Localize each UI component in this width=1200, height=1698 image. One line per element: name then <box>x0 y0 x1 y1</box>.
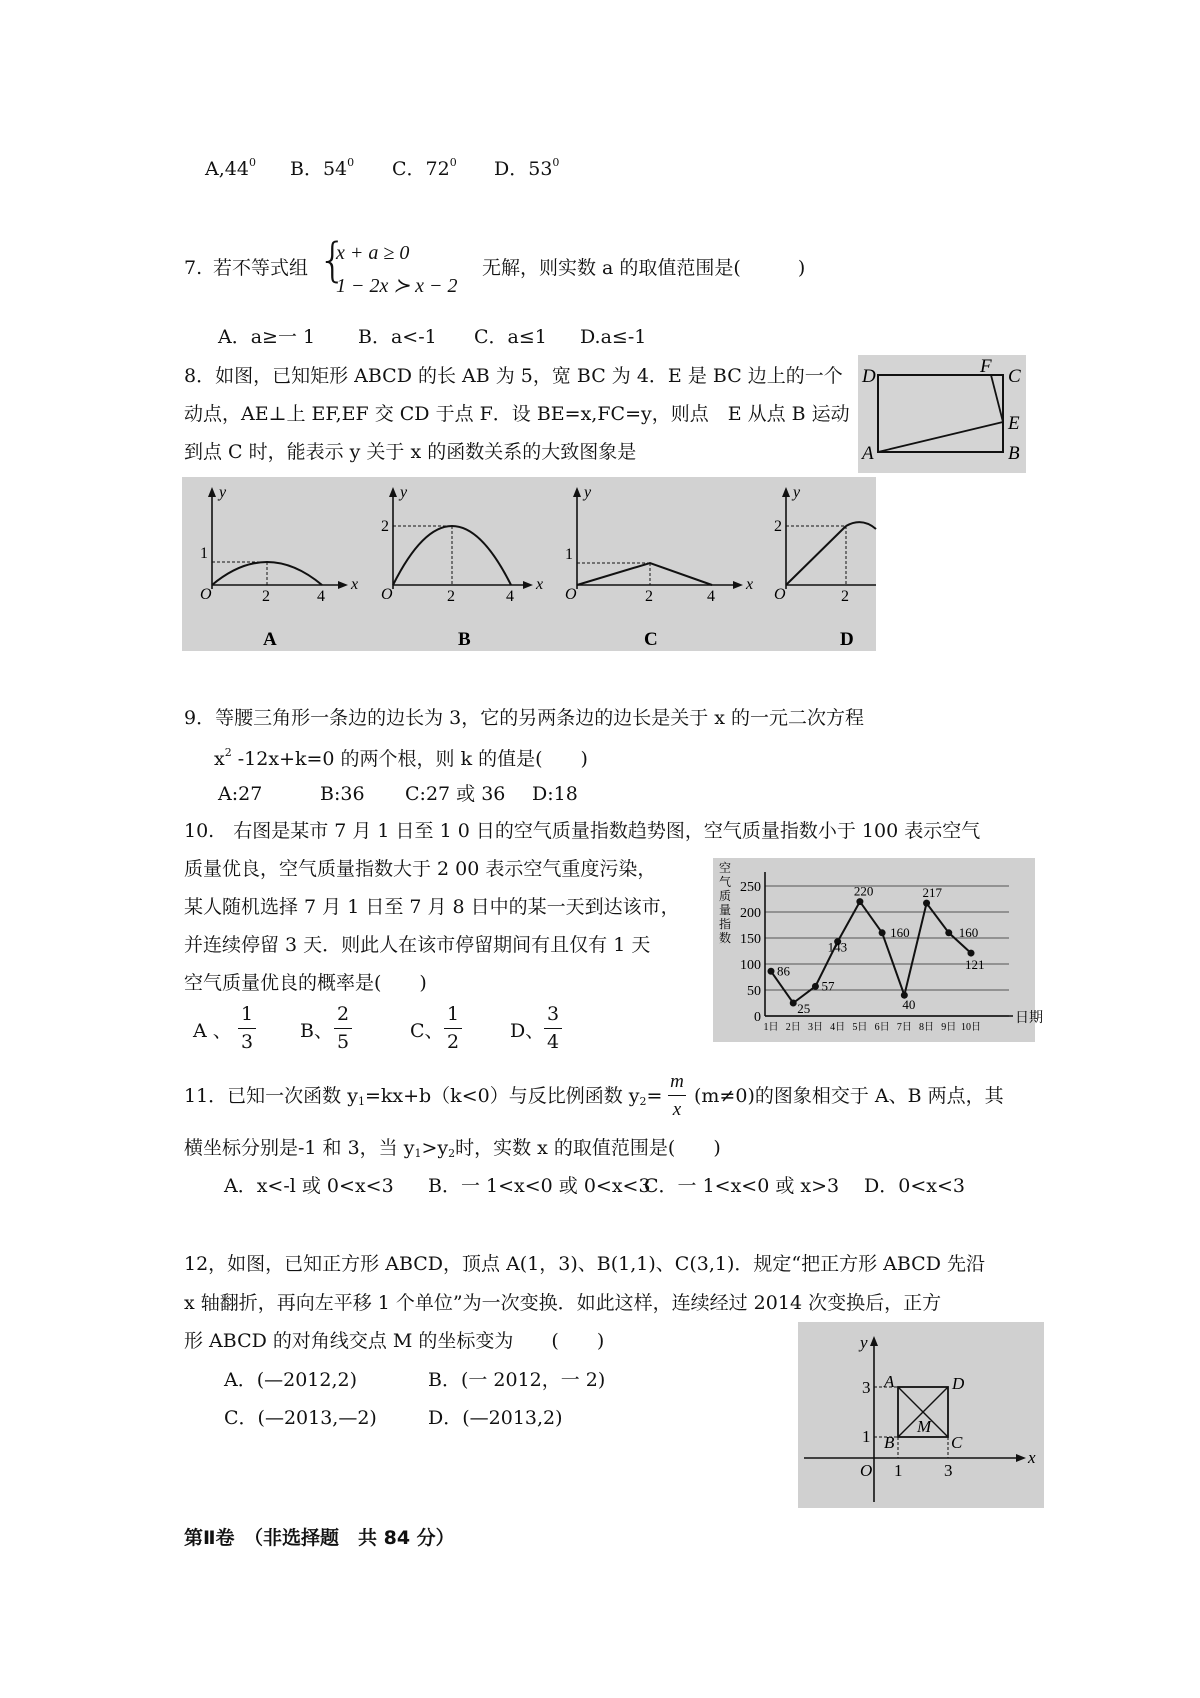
data-label: 86 <box>777 963 790 979</box>
x-tick-label: 6日 <box>874 1022 890 1033</box>
graph-a-letter: A <box>263 629 277 650</box>
q10-option-c-fraction: 1 2 <box>444 1005 462 1052</box>
data-label: 160 <box>890 924 910 940</box>
data-point <box>968 950 975 957</box>
q12-option-d: D．(—2013,2) <box>428 1407 563 1429</box>
air-quality-chart <box>713 858 1043 1042</box>
q7-inequality-1: x + a ≥ 0 <box>336 242 410 264</box>
svg-text:O: O <box>860 1461 873 1480</box>
svg-text:2: 2 <box>774 518 782 535</box>
y-tick-label: 150 <box>740 932 761 947</box>
svg-text:1: 1 <box>862 1427 871 1446</box>
q12-square-figure <box>798 1322 1044 1508</box>
q11-option-c: C．一 1<x<0 或 x>3 <box>644 1175 840 1197</box>
rect-label-a: A <box>862 443 874 464</box>
svg-text:1: 1 <box>200 545 208 562</box>
q10-option-a-label: A 、 <box>193 1020 232 1042</box>
q8-line-2: 动点，AE⊥上 EF,EF 交 CD 于点 F．设 BE=x,FC=y，则点 E 从点 B 运动 <box>184 403 850 425</box>
q6-option-b: B．$54^0$ <box>290 156 355 180</box>
q12-option-c: C．(—2013,—2) <box>224 1407 377 1429</box>
rect-label-f: F <box>980 356 992 377</box>
q12-line-2: x 轴翻折，再向左平移 1 个单位”为一次变换．如此这样，连续经过 2014 次变换后，正方 <box>184 1292 942 1314</box>
data-point <box>790 1000 797 1007</box>
data-point <box>879 929 886 936</box>
svg-text:x: x <box>746 576 754 593</box>
x-tick-label: 4日 <box>830 1022 846 1033</box>
svg-text:x: x <box>536 576 544 593</box>
q7-option-c: C．a≤1 <box>474 326 547 348</box>
svg-text:C: C <box>951 1433 963 1452</box>
svg-text:2: 2 <box>381 518 389 535</box>
q11-line-1-tail: (m≠0)的图象相交于 A、B 两点，其 <box>694 1085 1004 1107</box>
q10-line-4: 并连续停留 3 天．则此人在该市停留期间有且仅有 1 天 <box>184 934 651 956</box>
svg-text:M: M <box>917 1417 932 1436</box>
q8-answer-graphs <box>182 477 876 651</box>
graph-c-letter: C <box>644 629 658 650</box>
y-axis-label-char: 空 <box>719 861 732 875</box>
q12-option-a: A．(—2012,2) <box>224 1369 358 1391</box>
data-label: 143 <box>827 939 848 955</box>
svg-text:4: 4 <box>707 588 715 605</box>
svg-text:O: O <box>565 586 577 603</box>
section-2-heading: 第Ⅱ卷 （非选择题 共 84 分） <box>184 1527 455 1549</box>
data-label: 40 <box>902 997 916 1013</box>
q11-option-a: A．x<-l 或 0<x<3 <box>224 1175 394 1197</box>
svg-text:3: 3 <box>862 1378 871 1397</box>
x-tick-label: 8日 <box>919 1022 935 1033</box>
data-label: 25 <box>797 1001 811 1016</box>
q7-option-a: A．a≥一 1 <box>218 326 316 348</box>
q8-rectangle-figure <box>858 355 1026 473</box>
y-tick-label: 100 <box>740 958 761 973</box>
q11-line-2: 横坐标分别是-1 和 3，当 $y_1>y_2$时，实数 x 的取值范围是( ) <box>184 1137 721 1160</box>
q7-inequality-2: 1 − 2x ≻ x − 2 <box>336 275 458 297</box>
y-axis-label-char: 气 <box>719 875 732 889</box>
svg-text:x: x <box>1028 1448 1036 1467</box>
svg-text:y: y <box>400 484 408 501</box>
y-axis-label-char: 量 <box>719 903 732 917</box>
svg-text:B: B <box>884 1433 895 1452</box>
rect-label-e: E <box>1008 413 1020 434</box>
svg-text:y: y <box>219 484 227 501</box>
y-tick-label: 0 <box>754 1010 761 1025</box>
q11-option-d: D．0<x<3 <box>864 1175 965 1197</box>
x-tick-label: 5日 <box>852 1022 868 1033</box>
svg-text:D: D <box>952 1374 965 1393</box>
q7-number: 7. <box>184 257 203 279</box>
x-axis-label: 日期 <box>1015 1011 1043 1026</box>
q10-option-c-label: C、 <box>410 1020 444 1042</box>
data-point <box>768 968 775 975</box>
svg-text:3: 3 <box>944 1461 953 1480</box>
x-tick-label: 7日 <box>896 1022 912 1033</box>
q10-line-3: 某人随机选择 7 月 1 日至 7 月 8 日中的某一天到达该市， <box>184 896 680 918</box>
rect-label-b: B <box>1008 443 1020 464</box>
x-tick-label: 2日 <box>785 1022 801 1033</box>
brace-icon: { <box>318 233 348 287</box>
svg-text:A: A <box>884 1372 895 1391</box>
q10-option-b-label: B、 <box>300 1020 333 1042</box>
x-tick-label: 10日 <box>961 1022 981 1033</box>
q10-option-b-fraction: 2 5 <box>334 1005 352 1052</box>
q6-option-d: D．$53^0$ <box>494 156 560 180</box>
y-tick-label: 250 <box>740 880 761 895</box>
q10-option-d-label: D、 <box>510 1020 545 1042</box>
y-axis-label-char: 指 <box>719 917 732 931</box>
q11-option-b: B．一 1<x<0 或 0<x<3 <box>428 1175 651 1197</box>
svg-text:2: 2 <box>645 588 653 605</box>
svg-text:2: 2 <box>262 588 270 605</box>
q10-line-2: 质量优良，空气质量指数大于 2 00 表示空气重度污染， <box>184 858 657 880</box>
q7-option-b: B．a<-1 <box>358 326 437 348</box>
q9-option-b: B:36 <box>320 783 365 805</box>
x-tick-label: 3日 <box>807 1022 823 1033</box>
y-tick-label: 50 <box>747 984 761 999</box>
data-label: 220 <box>853 883 874 899</box>
data-point <box>812 983 819 990</box>
q7-tail: 无解，则实数 a 的取值范围是( ) <box>482 257 806 279</box>
q9-option-a: A:27 <box>218 783 263 805</box>
y-axis-label-char: 数 <box>719 931 732 945</box>
svg-text:O: O <box>381 586 393 603</box>
q8-line-1: 8．如图，已知矩形 ABCD 的长 AB 为 5，宽 BC 为 4．E 是 BC 边上的一个 <box>184 365 843 387</box>
q10-line-1: 10. 右图是某市 7 月 1 日至 1 0 日的空气质量指数趋势图，空气质量指数小于 100 表示空气 <box>184 820 981 842</box>
y-tick-label: 200 <box>740 906 761 921</box>
svg-text:O: O <box>774 586 786 603</box>
q6-option-a: $A,44^0$ <box>205 156 256 180</box>
svg-text:O: O <box>200 586 212 603</box>
q7-option-d: D.a≤-1 <box>580 326 647 348</box>
q11-fraction: m x <box>668 1072 686 1119</box>
q11-line-1: 11．已知一次函数 $y_1=kx+b(k<0)$与反比例函数 $y_2=$ <box>184 1085 663 1108</box>
data-label: 121 <box>965 957 985 973</box>
q7-lead: 若不等式组 <box>213 257 309 279</box>
q9-line-1: 9．等腰三角形一条边的边长为 3，它的另两条边的边长是关于 x 的一元二次方程 <box>184 707 865 729</box>
svg-text:1: 1 <box>894 1461 903 1480</box>
svg-text:2: 2 <box>841 588 849 605</box>
q9-option-c: C:27 或 36 <box>405 783 506 805</box>
data-point <box>856 898 863 905</box>
q12-line-1: 12，如图，已知正方形 ABCD，顶点 A(1，3)、B(1,1)、C(3,1)．规定“把正方形 ABCD 先沿 <box>184 1253 985 1275</box>
rect-label-d: D <box>862 366 876 387</box>
q10-option-d-fraction: 3 4 <box>544 1005 562 1052</box>
q8-line-3: 到点 C 时，能表示 y 关于 x 的函数关系的大致图象是 <box>184 441 637 463</box>
svg-text:y: y <box>793 484 801 501</box>
svg-text:4: 4 <box>506 588 514 605</box>
data-point <box>923 900 930 907</box>
data-point <box>945 929 952 936</box>
data-label: 217 <box>922 885 943 901</box>
svg-text:y: y <box>584 484 592 501</box>
q6-option-c: C．$72^0$ <box>392 156 457 180</box>
svg-text:2: 2 <box>447 588 455 605</box>
svg-text:y: y <box>860 1333 868 1352</box>
y-axis-label-char: 质 <box>719 889 732 903</box>
data-label: 57 <box>821 978 835 994</box>
x-tick-label: 1日 <box>763 1022 779 1033</box>
svg-text:4: 4 <box>317 588 325 605</box>
rect-label-c: C <box>1008 366 1021 387</box>
graph-d-letter: D <box>840 629 854 650</box>
q12-line-3: 形 ABCD 的对角线交点 M 的坐标变为 ( ) <box>184 1330 605 1352</box>
q9-option-d: D:18 <box>532 783 578 805</box>
graph-b-letter: B <box>458 629 471 650</box>
svg-text:1: 1 <box>565 546 573 563</box>
data-label: 160 <box>958 924 979 940</box>
x-tick-label: 9日 <box>941 1022 957 1033</box>
q10-option-a-fraction: 1 3 <box>238 1005 256 1052</box>
svg-text:x: x <box>351 576 359 593</box>
q12-option-b: B．(一 2012，一 2) <box>428 1369 606 1391</box>
q9-line-2: $x^2$ -12x+k=0 的两个根，则 k 的值是( ) <box>214 746 588 770</box>
q10-line-5: 空气质量优良的概率是( ) <box>184 972 427 994</box>
